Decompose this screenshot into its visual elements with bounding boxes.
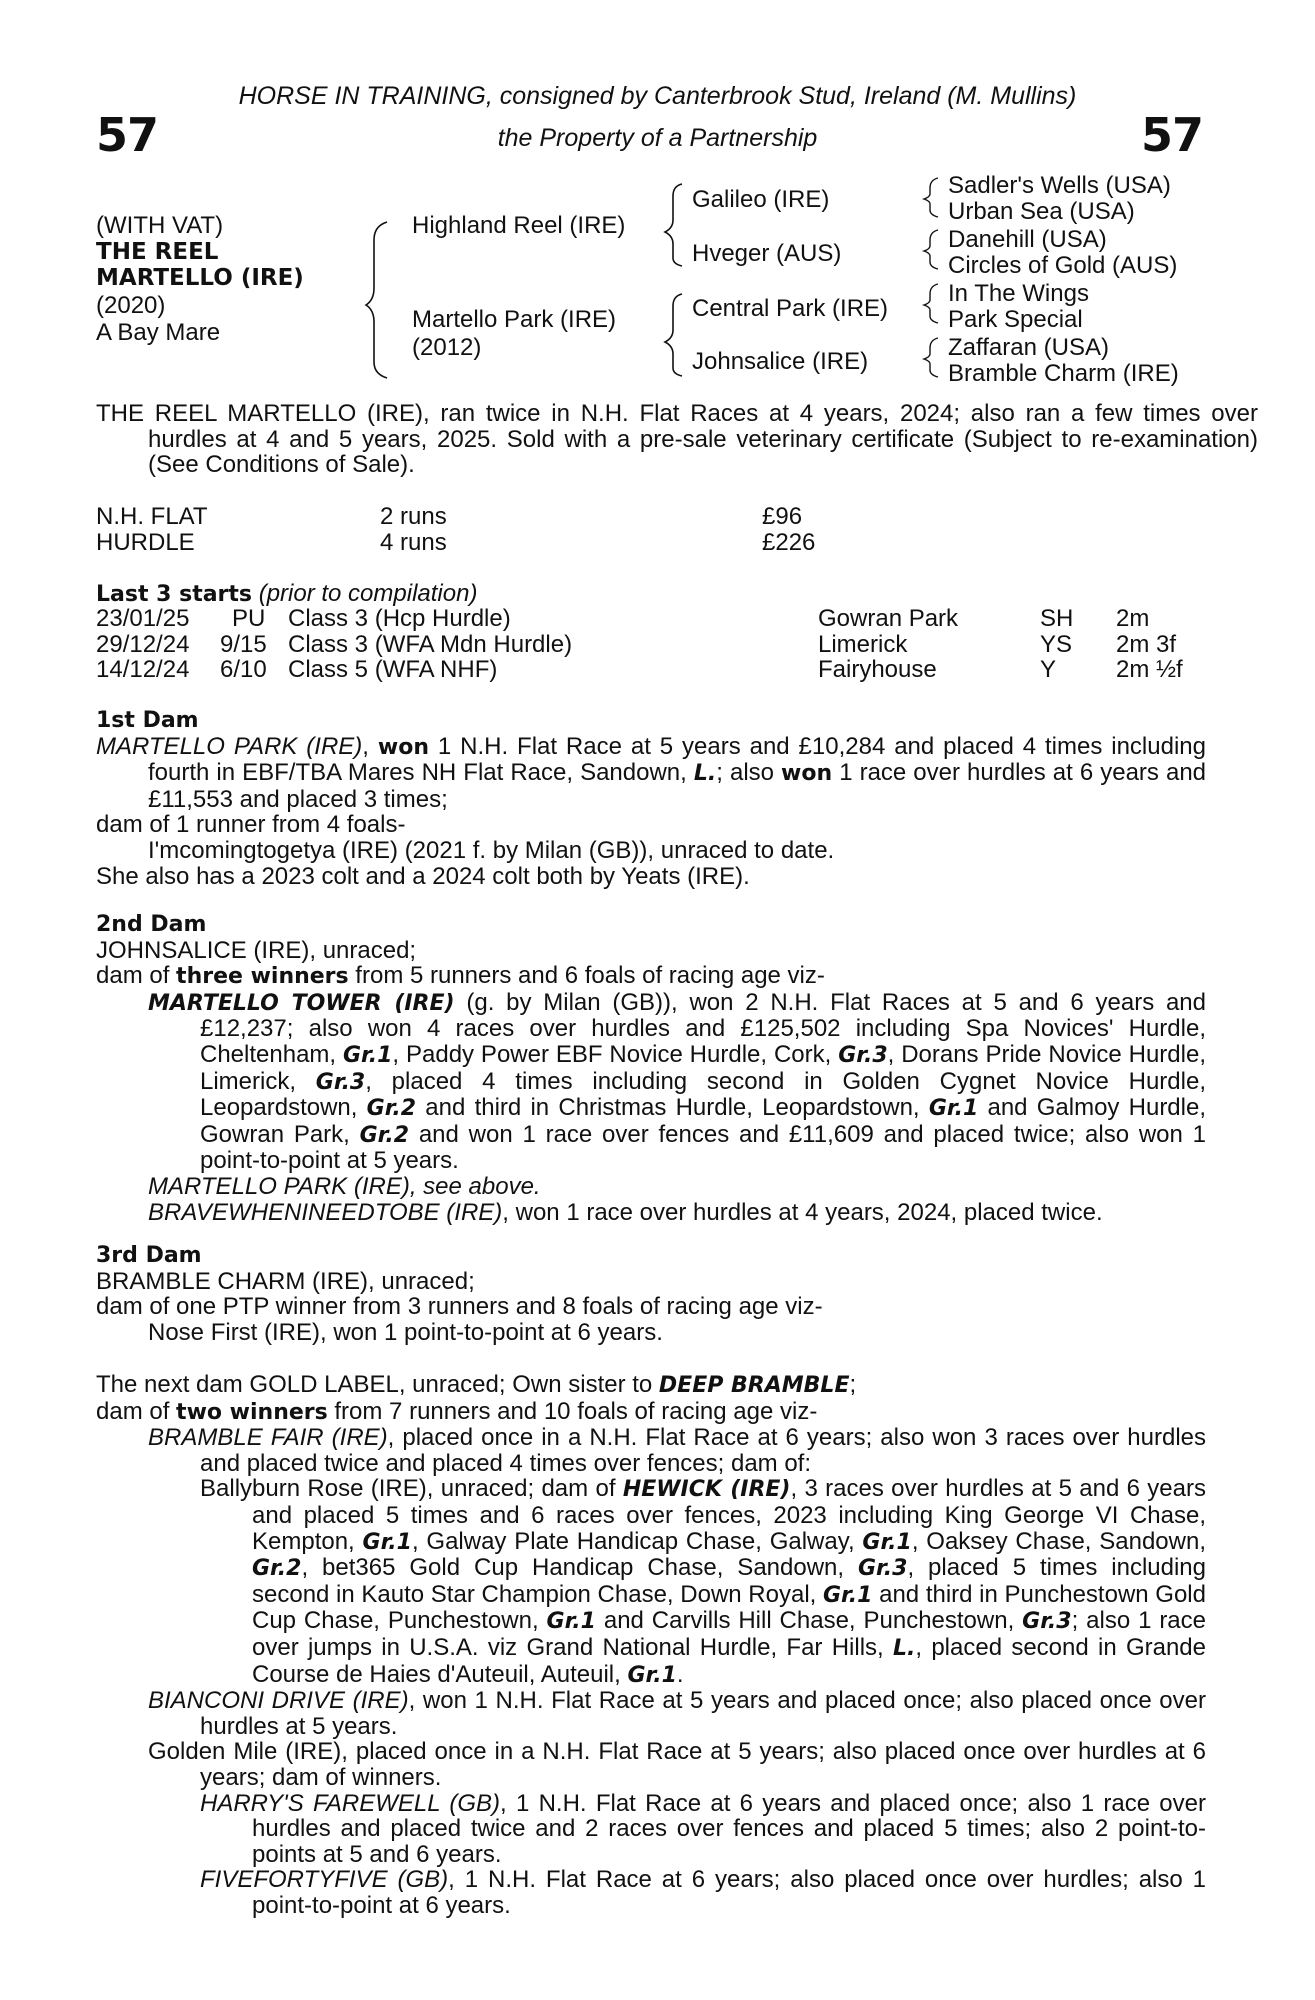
first-dam-text: 1 race over hurdles at 6 years and £11,553 and placed 3 times; <box>148 759 1207 813</box>
third-dam-section <box>96 1243 1206 1345</box>
text: , won 1 race over hurdles at 4 years, 2024, placed twice. <box>502 1198 1103 1226</box>
produce-name: MARTELLO PARK (IRE) <box>148 1172 410 1200</box>
start-race: Class 5 (WFA NHF) <box>288 656 498 683</box>
produce-name: HARRY'S FAREWELL (GB) <box>200 1789 501 1817</box>
first-dam-text: ; also <box>716 759 782 787</box>
start-distance: 2m 3f <box>1116 631 1177 658</box>
text: Ballyburn Rose (IRE), unraced; dam of <box>200 1475 623 1503</box>
text: , 1 N.H. Flat Race at 6 years and placed once; also 1 race over hurdles and placed twice and 2 races over fences and placed 5 times; also 2 point-to-points at 5 and 6 years. <box>252 1789 1206 1868</box>
start-course: Gowran Park <box>818 605 959 632</box>
brace-dam <box>665 294 682 376</box>
produce-fivefortyfive <box>200 1867 1206 1918</box>
golden-mile-produce <box>148 1791 1206 1919</box>
first-dam-text: 1 N.H. Flat Race at 5 years and £10,284 and placed 4 times including fourth in EBF/TBA Mares NH Flat Race, Sandown, <box>148 732 1206 787</box>
pedigree-sire-sire: Galileo (IRE) <box>692 186 830 213</box>
brace-main <box>366 222 387 378</box>
first-dam-produce: I'mcomingtogetya (IRE) (2021 f. by Milan (GB)), unraced to date. <box>148 836 835 864</box>
first-dam-name: MARTELLO PARK (IRE) <box>96 732 363 760</box>
horse-name-line2: MARTELLO (IRE) <box>96 265 304 291</box>
start-race: Class 3 (WFA Mdn Hurdle) <box>288 631 573 658</box>
brace-sire <box>665 184 682 266</box>
intro-paragraph: THE REEL MARTELLO (IRE), ran twice in N.H. Flat Races at 4 years, 2024; also ran a few times over hurdles at 4 and 5 years, 2025. Sold with a pre-sale veterinary certificate (Subject to re-examination) (See Conditions of Sale). <box>96 400 1258 479</box>
text: (g. by Milan (GB)), won 2 N.H. Flat Races at 5 and 6 years and £12,237; also won 4 races over hurdles and £125,502 including Spa Novices' Hurdle, Cheltenham, <box>200 988 1206 1068</box>
text: , Paddy Power EBF Novice Hurdle, Cork, <box>392 1040 839 1068</box>
third-dam-heading: 3rd Dam <box>96 1243 202 1268</box>
pedigree-sire: Highland Reel (IRE) <box>412 212 626 239</box>
start-date: 29/12/24 <box>96 631 190 658</box>
produce-name: HEWICK (IRE) <box>622 1477 791 1503</box>
text: , placed 4 times including second in Golden Cygnet Novice Hurdle, Leopardstown, <box>200 1067 1206 1122</box>
start-going: YS <box>1040 631 1073 658</box>
start-going: Y <box>1040 656 1057 683</box>
last-starts-title: Last 3 starts <box>96 582 253 607</box>
brace-g3-3 <box>924 284 938 323</box>
record-prize: £96 <box>762 503 803 530</box>
second-dam-section <box>96 912 1206 1225</box>
pedigree-sire-dam: Hveger (AUS) <box>692 240 842 267</box>
text: , see above. <box>409 1172 541 1200</box>
lot-number-right: 57 <box>1140 108 1203 162</box>
start-distance: 2m <box>1116 605 1150 632</box>
pedigree-g3: Bramble Charm (IRE) <box>948 360 1179 387</box>
pedigree-dam-sire: Central Park (IRE) <box>692 295 889 322</box>
text: The next dam GOLD LABEL, unraced; Own sister to <box>96 1371 659 1398</box>
third-dam-name: BRAMBLE CHARM (IRE), unraced; <box>96 1267 475 1295</box>
second-dam-produce <box>96 990 1206 1225</box>
last-starts-heading <box>96 581 477 608</box>
text: and third in Christmas Hurdle, Leopardstown, <box>416 1094 929 1122</box>
next-dam-section <box>96 1372 1206 1918</box>
won-label: won <box>377 734 429 760</box>
group-label: Gr.2 <box>359 1122 410 1148</box>
start-position: 6/10 <box>220 656 267 683</box>
produce-martello-tower <box>148 990 1206 1174</box>
listed-label: L. <box>892 1635 916 1661</box>
record-type: N.H. FLAT <box>96 503 208 530</box>
text: and third in Punchestown Gold Cup Chase, Punchestown, <box>252 1580 1206 1635</box>
winners-count: three winners <box>176 964 349 990</box>
produce-name: BIANCONI DRIVE (IRE) <box>148 1687 409 1715</box>
text: from 7 runners and 10 foals of racing age viz- <box>327 1397 818 1425</box>
pedigree-g3: Danehill (USA) <box>948 226 1107 253</box>
first-dam-produce-summary: dam of 1 runner from 4 foals- <box>96 811 406 839</box>
text: ; <box>849 1371 857 1398</box>
text: , placed 5 times including second in Kauto Star Champion Chase, Down Royal, <box>252 1554 1207 1608</box>
consignor-line: HORSE IN TRAINING, consigned by Canterbrook Stud, Ireland (M. Mullins) <box>238 82 1077 110</box>
group-label: Gr.2 <box>252 1556 302 1582</box>
group-label: Gr.2 <box>366 1096 417 1122</box>
produce-name: BRAMBLE FAIR (IRE) <box>148 1424 388 1452</box>
first-dam-section <box>96 708 1206 889</box>
produce-name: MARTELLO TOWER (IRE) <box>148 990 455 1016</box>
pedigree-g3: Park Special <box>948 306 1083 333</box>
next-dam-summary <box>96 1399 1206 1426</box>
sibling-name: DEEP BRAMBLE <box>658 1373 850 1398</box>
produce-bravewhenineedtobe <box>148 1200 1206 1226</box>
group-label: Gr.1 <box>362 1529 412 1555</box>
second-dam-name: JOHNSALICE (IRE), unraced; <box>96 936 417 964</box>
listed-label: L. <box>693 761 717 787</box>
group-label: Gr.1 <box>546 1609 596 1635</box>
pedigree-g3: Circles of Gold (AUS) <box>948 252 1178 279</box>
start-course: Limerick <box>818 631 908 658</box>
start-date: 23/01/25 <box>96 605 190 632</box>
first-dam-record: MARTELLO PARK (IRE), won 1 N.H. Flat Race at 5 years and £10,284 and placed 4 times including fourth in EBF/TBA Mares NH Flat Race, Sandown, L.; also won 1 race over hurdles at 6 years and £11,553 and placed 3 times; <box>96 732 1207 813</box>
produce-bianconi-drive <box>148 1688 1206 1739</box>
start-position: 9/15 <box>220 631 267 658</box>
record-prize: £226 <box>762 529 816 556</box>
text: and won 1 race over fences and £11,609 and placed twice; also won 1 point-to-point at 5 years. <box>200 1120 1206 1175</box>
produce-golden-mile: Golden Mile (IRE), placed once in a N.H. Flat Race at 5 years; also placed once over hurdles at 6 years; dam of winners. <box>148 1738 1206 1791</box>
next-dam-produce <box>96 1425 1206 1918</box>
start-race: Class 3 (Hcp Hurdle) <box>288 605 511 632</box>
group-label: Gr.1 <box>862 1529 912 1555</box>
produce-ballyburn-rose <box>200 1476 1206 1688</box>
horse-description: A Bay Mare <box>96 319 221 346</box>
pedigree-g3: Urban Sea (USA) <box>948 198 1135 225</box>
group-label: Gr.3 <box>858 1556 908 1582</box>
next-dam-name <box>96 1372 1206 1399</box>
lot-number-left: 57 <box>96 108 159 162</box>
group-label: Gr.3 <box>315 1069 366 1095</box>
text: dam of <box>96 962 177 990</box>
text: , placed second in Grande Course de Haies d'Auteuil, Auteuil, <box>252 1633 1207 1688</box>
vat-note: (WITH VAT) <box>96 212 224 239</box>
group-label: Gr.3 <box>1022 1609 1072 1635</box>
pedigree-g3: In The Wings <box>948 280 1089 307</box>
first-dam-younger-stock: She also has a 2023 colt and a 2024 colt both by Yeats (IRE). <box>96 862 750 890</box>
third-dam-summary: dam of one PTP winner from 3 runners and 8 foals of racing age viz- <box>96 1293 823 1321</box>
start-position: PU <box>232 605 266 632</box>
text: , 3 races over hurdles at 5 and 6 years and placed 5 times and 6 races over fences, 2023 including King George VI Chase, Kempton, <box>252 1475 1206 1555</box>
won-label: won <box>781 761 833 787</box>
pedigree-g3: Sadler's Wells (USA) <box>948 172 1171 199</box>
property-line: the Property of a Partnership <box>497 124 818 152</box>
group-label: Gr.1 <box>928 1096 979 1122</box>
bramble-fair-produce <box>148 1476 1206 1688</box>
text: . <box>676 1660 684 1688</box>
produce-martello-park <box>148 1174 1206 1200</box>
winners-count: two winners <box>176 1399 328 1425</box>
record-type: HURDLE <box>96 529 195 556</box>
produce-name: FIVEFORTYFIVE (GB) <box>200 1866 449 1894</box>
group-label: Gr.1 <box>823 1582 873 1608</box>
text: , bet365 Gold Cup Handicap Chase, Sandown, <box>301 1554 858 1582</box>
produce-name: BRAVEWHENINEEDTOBE (IRE) <box>148 1198 503 1226</box>
text: and Carvills Hill Chase, Punchestown, <box>595 1607 1023 1635</box>
text: and Galmoy Hurdle, Gowran Park, <box>200 1094 1207 1148</box>
pedigree-g3: Zaffaran (USA) <box>948 334 1109 361</box>
record-runs: 4 runs <box>380 529 447 556</box>
produce-harrys-farewell <box>200 1791 1206 1868</box>
text: , won 1 N.H. Flat Race at 5 years and placed once; also placed once over hurdles at 5 years. <box>200 1687 1206 1740</box>
produce-bramble-fair <box>148 1425 1206 1476</box>
text: , Dorans Pride Novice Hurdle, Limerick, <box>200 1040 1206 1095</box>
record-runs: 2 runs <box>380 503 447 530</box>
third-dam-produce: Nose First (IRE), won 1 point-to-point at 6 years. <box>148 1318 663 1346</box>
brace-g3-2 <box>924 230 938 269</box>
horse-name-line1: THE REEL <box>96 239 219 265</box>
text: from 5 runners and 6 foals of racing age viz- <box>348 962 825 990</box>
pedigree-dam: Martello Park (IRE) <box>412 306 617 333</box>
brace-g3-4 <box>924 338 938 377</box>
group-label: Gr.3 <box>838 1042 888 1068</box>
group-label: Gr.1 <box>342 1042 393 1068</box>
start-distance: 2m ½f <box>1116 656 1183 683</box>
last-starts-note: (prior to compilation) <box>258 580 478 607</box>
group-label: Gr.1 <box>627 1662 677 1688</box>
start-going: SH <box>1040 605 1074 632</box>
text: , Oaksey Chase, Sandown, <box>911 1527 1207 1555</box>
second-dam-summary <box>96 963 1206 990</box>
text: , placed once in a N.H. Flat Race at 6 years; also won 3 races over hurdles and placed twice and placed 4 times over fences; dam of: <box>200 1424 1206 1477</box>
start-course: Fairyhouse <box>818 656 937 683</box>
text: dam of <box>96 1397 177 1425</box>
horse-year: (2020) <box>96 292 166 319</box>
text: , 1 N.H. Flat Race at 6 years; also placed once over hurdles; also 1 point-to-point at 6 years. <box>252 1866 1207 1919</box>
pedigree-dam-year: (2012) <box>412 334 482 361</box>
first-dam-heading: 1st Dam <box>96 708 199 733</box>
pedigree-dam-dam: Johnsalice (IRE) <box>692 348 869 375</box>
start-date: 14/12/24 <box>96 656 190 683</box>
brace-g3-1 <box>924 178 938 217</box>
text: , Galway Plate Handicap Chase, Galway, <box>411 1527 863 1555</box>
second-dam-heading: 2nd Dam <box>96 912 207 937</box>
text: ; also 1 race over jumps in U.S.A. viz Grand National Hurdle, Far Hills, <box>252 1607 1207 1661</box>
